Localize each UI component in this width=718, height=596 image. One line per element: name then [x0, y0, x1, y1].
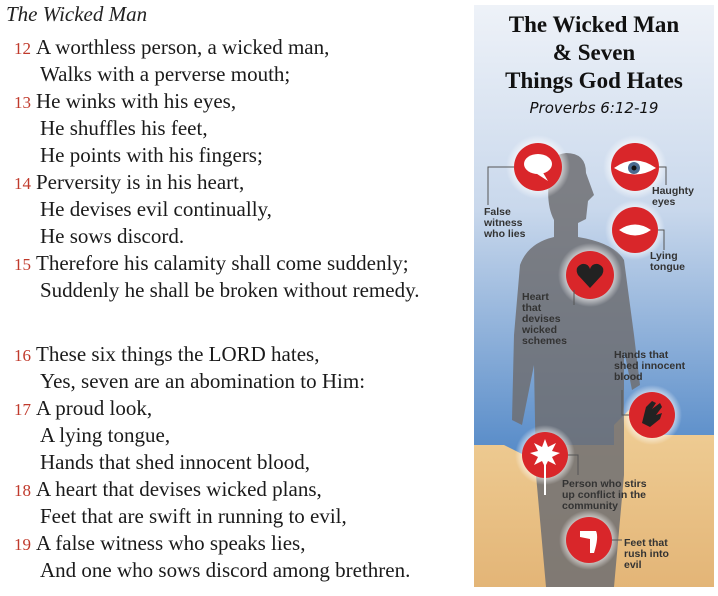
verse-text: Hands that shed innocent blood, — [40, 450, 311, 474]
scripture-reference: Proverbs 6:12-19 — [529, 99, 659, 117]
verse-line — [14, 368, 419, 395]
verse-line — [14, 196, 419, 223]
verse-text: Yes, seven are an abomination to Him: — [40, 369, 366, 393]
label-feet: Feet that rush into evil — [624, 537, 669, 571]
verse-line — [14, 341, 419, 368]
verse-line — [14, 277, 419, 304]
verse-text: He points with his fingers; — [40, 143, 263, 167]
stanza-gap — [14, 304, 419, 341]
verse-text: Feet that are swift in running to evil, — [40, 504, 347, 528]
verse-number: 12 — [14, 39, 31, 58]
verse-line — [14, 88, 419, 115]
verse-number: 15 — [14, 255, 31, 274]
infographic — [474, 5, 714, 587]
verse-line — [14, 557, 419, 584]
label-lying-tongue: Lying tongue — [650, 250, 685, 273]
verse-text: He shuffles his feet, — [40, 116, 208, 140]
verse-line — [14, 169, 419, 196]
infographic-heading-line-1: The Wicked Man — [508, 12, 680, 37]
verse-number: 13 — [14, 93, 31, 112]
verse-list — [14, 34, 419, 584]
verse-line — [14, 115, 419, 142]
verse-text: He sows discord. — [40, 224, 185, 248]
verse-line — [14, 61, 419, 88]
verse-text: A lying tongue, — [40, 423, 171, 447]
infographic-heading-line-2: & Seven — [552, 40, 636, 65]
page-title: The Wicked Man — [6, 2, 148, 26]
verse-text: Suddenly he shall be broken without remedy. — [40, 278, 420, 302]
verse-text: Walks with a perverse mouth; — [40, 62, 291, 86]
verse-text: A worthless person, a wicked man, — [36, 35, 330, 59]
verse-text: A proud look, — [36, 396, 153, 420]
label-heart: Heart that devises wicked schemes — [522, 291, 567, 347]
verse-line — [14, 476, 419, 503]
verse-line — [14, 142, 419, 169]
verse-line — [14, 250, 419, 277]
verse-text: He winks with his eyes, — [36, 89, 237, 113]
verse-text: A heart that devises wicked plans, — [36, 477, 322, 501]
verse-line — [14, 34, 419, 61]
verse-number: 14 — [14, 174, 31, 193]
verse-text: A false witness who speaks lies, — [36, 531, 306, 555]
verse-text: Perversity is in his heart, — [36, 170, 245, 194]
verse-line — [14, 503, 419, 530]
label-conflict: Person who stirs up conflict in the community — [562, 478, 647, 512]
verse-line — [14, 530, 419, 557]
label-hands: Hands that shed innocent blood — [614, 349, 686, 383]
speech-bubble-icon — [506, 135, 570, 199]
verse-text: He devises evil continually, — [40, 197, 272, 221]
verse-text: These six things the LORD hates, — [36, 342, 320, 366]
verse-line — [14, 395, 419, 422]
infographic-heading-line-3: Things God Hates — [505, 68, 683, 93]
verse-number: 17 — [14, 400, 31, 419]
verse-number: 19 — [14, 535, 31, 554]
verse-number: 18 — [14, 481, 31, 500]
verse-text: And one who sows discord among brethren. — [40, 558, 411, 582]
verse-line — [14, 223, 419, 250]
hand-icon — [622, 385, 682, 445]
footprint-icon — [559, 510, 619, 570]
verse-number: 16 — [14, 346, 31, 365]
verse-text: Therefore his calamity shall come suddenly; — [36, 251, 409, 275]
label-haughty-eyes: Haughty eyes — [652, 185, 694, 208]
label-false-witness: False witness who lies — [484, 206, 526, 240]
verse-line — [14, 449, 419, 476]
verse-line — [14, 422, 419, 449]
